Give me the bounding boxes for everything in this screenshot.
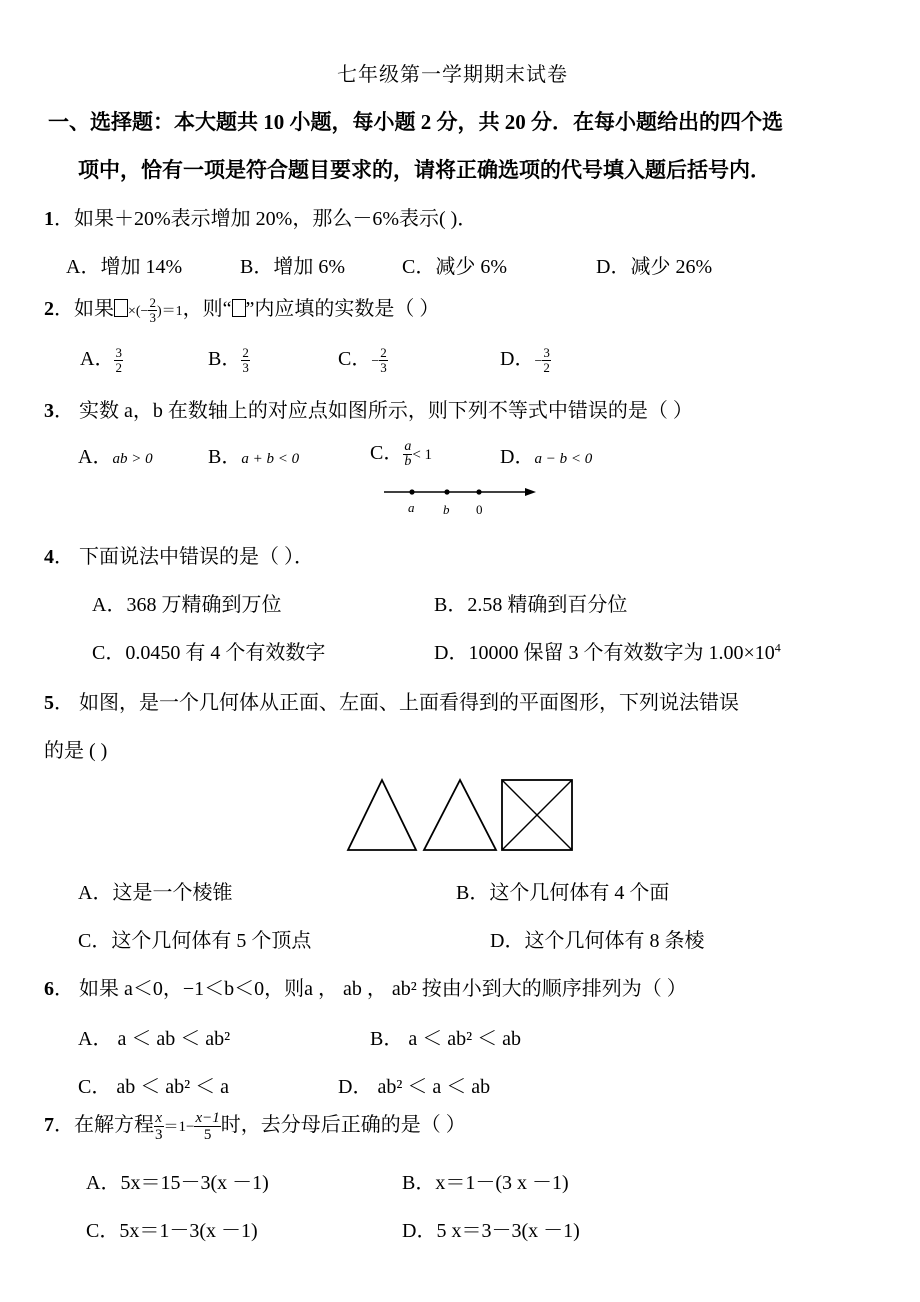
question-text: ．如果＋20%表示增加 20%，那么－6%表示( )． xyxy=(54,208,478,230)
question-text: ．如果 xyxy=(54,298,114,320)
q3-option-c[interactable]: C． $\frac{a}{b}$ < 1 xyxy=(370,438,433,469)
fraction-x-minus-1-over-5: $\frac{x-1}{5}$ xyxy=(195,1109,220,1143)
blank-box xyxy=(232,299,246,317)
three-views-figure xyxy=(344,776,576,854)
point-b xyxy=(444,489,449,494)
question-4 xyxy=(44,540,314,569)
q5-option-a[interactable]: A．这是一个棱锥 xyxy=(78,882,233,904)
q6-option-d[interactable]: D． ab² ＜ a ＜ ab xyxy=(338,1076,491,1098)
q6-option-c[interactable]: C． ab ＜ ab² ＜ a xyxy=(78,1076,229,1098)
q4-option-a[interactable]: A．368 万精确到万位 xyxy=(92,594,282,616)
question-3 xyxy=(44,394,693,423)
q7-option-c[interactable]: C．5x＝1－3(x －1) xyxy=(86,1220,258,1242)
section-heading-line2: 项中，恰有一项是符合题目要求的，请将正确选项的代号填入题后括号内． xyxy=(78,158,771,182)
question-number: 2 xyxy=(44,298,54,320)
q2-option-a[interactable]: A． $\frac{3}{2}$ xyxy=(80,344,122,375)
question-number: 1 xyxy=(44,208,54,230)
question-number: 3 xyxy=(44,400,54,422)
q1-option-a[interactable]: A．增加 14% xyxy=(66,256,183,278)
question-text: 时，去分母后正确的是（ ） xyxy=(220,1114,466,1136)
q4-option-b[interactable]: B．2.58 精确到百分位 xyxy=(434,594,628,616)
question-text: ． 实数 a，b 在数轴上的对应点如图所示，则下列不等式中错误的是（ ） xyxy=(54,400,693,422)
label-zero: 0 xyxy=(476,502,483,517)
question-text: ．在解方程 xyxy=(54,1114,154,1136)
label-a: a xyxy=(408,500,415,515)
question-text: ，则“ xyxy=(182,298,232,320)
question-number: 6 xyxy=(44,978,54,1000)
q5-option-c[interactable]: C．这个几何体有 5 个顶点 xyxy=(78,930,312,952)
q5-option-d[interactable]: D．这个几何体有 8 条棱 xyxy=(490,930,705,952)
question-text: ”内应填的实数是（ ） xyxy=(245,298,440,320)
q2-option-d[interactable]: D．− $\frac{3}{2}$ xyxy=(500,344,550,375)
question-number: 5 xyxy=(44,692,54,714)
blank-box xyxy=(114,299,128,317)
point-zero xyxy=(476,489,481,494)
q1-option-b[interactable]: B．增加 6% xyxy=(240,256,345,278)
q2-option-c[interactable]: C．− $\frac{2}{3}$ xyxy=(338,344,387,375)
q6-option-b[interactable]: B． a ＜ ab² ＜ ab xyxy=(370,1028,521,1050)
question-5 xyxy=(44,686,739,715)
question-text: ． 下面说法中错误的是（ ）． xyxy=(54,546,314,568)
left-view-triangle xyxy=(424,780,496,850)
q7-option-b[interactable]: B．x＝1－(3 x －1) xyxy=(402,1172,569,1194)
fraction-x-over-3: $\frac{x}{3}$ xyxy=(155,1109,163,1143)
q7-option-a[interactable]: A．5x＝15－3(x －1) xyxy=(86,1172,269,1194)
question-text: ． 如图，是一个几何体从正面、左面、上面看得到的平面图形，下列说法错误 xyxy=(54,692,739,714)
page-title: 七年级第一学期期末试卷 xyxy=(337,64,568,86)
question-5-line2: 的是 ( ) xyxy=(44,740,108,762)
math-times: ×(− xyxy=(128,304,149,319)
label-b: b xyxy=(443,502,450,517)
q7-option-d[interactable]: D．5 x＝3－3(x －1) xyxy=(402,1220,580,1242)
question-1 xyxy=(44,202,477,231)
q5-option-b[interactable]: B．这个几何体有 4 个面 xyxy=(456,882,670,904)
q1-option-c[interactable]: C．减少 6% xyxy=(402,256,507,278)
question-2 xyxy=(44,292,439,325)
question-text: ． 如果 a＜0，−1＜b＜0，则a ， ab ， ab² 按由小到大的顺序排列为（ ） xyxy=(54,978,687,1000)
number-line xyxy=(378,478,548,520)
fraction: $\frac{2}{3}$ xyxy=(149,294,156,325)
axis-arrow xyxy=(525,488,536,496)
q6-option-a[interactable]: A． a ＜ ab ＜ ab² xyxy=(78,1028,231,1050)
question-number: 4 xyxy=(44,546,54,568)
q4-option-d[interactable]: D．10000 保留 3 个有效数字为 $1.00\times 10^4$ xyxy=(434,640,781,664)
q4-option-c[interactable]: C．0.0450 有 4 个有效数字 xyxy=(92,642,326,664)
q3-option-d[interactable]: D．a − b < 0 xyxy=(500,446,593,468)
math-eq: ＝1− xyxy=(163,1119,195,1135)
question-6 xyxy=(44,972,687,1001)
q3-option-a[interactable]: A．ab > 0 xyxy=(78,446,153,468)
front-view-triangle xyxy=(348,780,416,850)
math-eq: )＝1 xyxy=(156,304,183,319)
question-7 xyxy=(44,1108,466,1143)
q2-option-b[interactable]: B． $\frac{2}{3}$ xyxy=(208,344,249,375)
q1-option-d[interactable]: D．减少 26% xyxy=(596,256,713,278)
question-number: 7 xyxy=(44,1114,54,1136)
point-a xyxy=(409,489,414,494)
section-heading-line1: 一、选择题：本大题共 10 小题，每小题 2 分，共 20 分．在每小题给出的四个选 xyxy=(48,110,783,134)
q3-option-b[interactable]: B．a + b < 0 xyxy=(208,446,300,468)
